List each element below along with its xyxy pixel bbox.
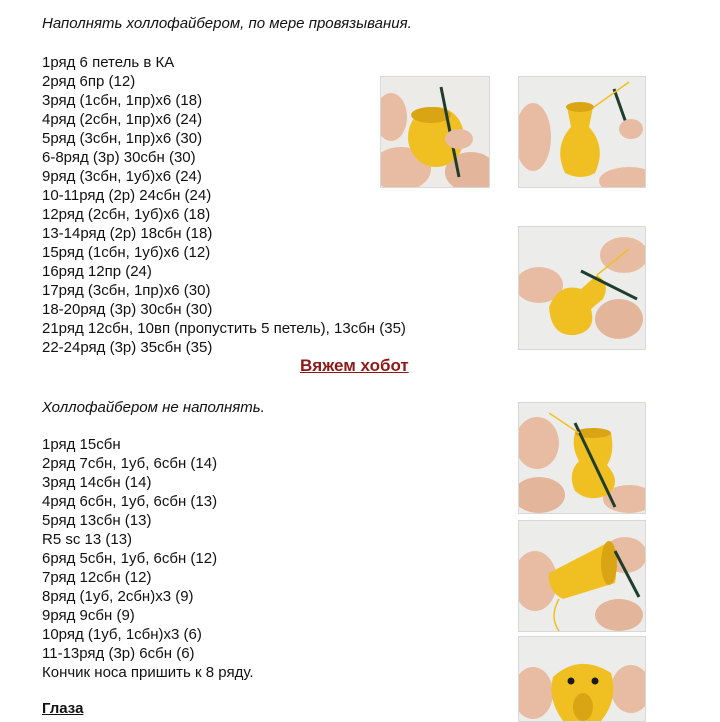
trunk-row: 9ряд 9сбн (9) <box>42 607 135 624</box>
trunk-row: 3ряд 14сбн (14) <box>42 474 152 491</box>
body-row: 6-8ряд (3р) 30сбн (30) <box>42 149 196 166</box>
body-row: 21ряд 12сбн, 10вп (пропустить 5 петель), 13сбн (35) <box>42 320 406 337</box>
photo-step-6-art <box>519 637 645 721</box>
body-row: 5ряд (3сбн, 1пр)х6 (30) <box>42 130 203 147</box>
trunk-row: 7ряд 12сбн (12) <box>42 569 152 586</box>
trunk-heading: Вяжем хобот <box>300 356 409 375</box>
trunk-row: 2ряд 7сбн, 1уб, 6сбн (14) <box>42 455 218 472</box>
body-row: 12ряд (2сбн, 1уб)х6 (18) <box>42 206 211 223</box>
photo-step-4-art <box>519 403 645 513</box>
trunk-row: 6ряд 5сбн, 1уб, 6сбн (12) <box>42 550 218 567</box>
body-row: 18-20ряд (3р) 30сбн (30) <box>42 301 213 318</box>
trunk-rows-list <box>42 435 254 682</box>
body-row: 10-11ряд (2р) 24сбн (24) <box>42 187 212 204</box>
trunk-row: 8ряд (1уб, 2сбн)х3 (9) <box>42 588 194 605</box>
photo-step-1-art <box>381 77 489 187</box>
photo-step-6 <box>518 636 646 722</box>
photo-step-1 <box>380 76 490 188</box>
trunk-row: 1ряд 15сбн <box>42 436 121 453</box>
body-row: 2ряд 6пр (12) <box>42 73 136 90</box>
photo-step-5 <box>518 520 646 632</box>
body-row: 17ряд (3сбн, 1пр)х6 (30) <box>42 282 211 299</box>
body-row: 1ряд 6 петель в КА <box>42 54 175 71</box>
photo-step-3 <box>518 226 646 350</box>
trunk-row: R5 sc 13 (13) <box>42 531 133 548</box>
body-row: 15ряд (1сбн, 1уб)х6 (12) <box>42 244 211 261</box>
photo-step-2-art <box>519 77 645 187</box>
trunk-note: Холлофайбером не наполнять. <box>42 399 265 416</box>
eyes-heading: Глаза <box>42 700 84 717</box>
intro-note: Наполнять холлофайбером, по мере провязывания. <box>42 15 412 32</box>
body-row: 9ряд (3сбн, 1уб)х6 (24) <box>42 168 202 185</box>
body-row: 16ряд 12пр (24) <box>42 263 152 280</box>
photo-step-4 <box>518 402 646 514</box>
body-row: 22-24ряд (3р) 35сбн (35) <box>42 339 213 356</box>
photo-step-2 <box>518 76 646 188</box>
body-row: 13-14ряд (2р) 18сбн (18) <box>42 225 213 242</box>
trunk-row: 4ряд 6сбн, 1уб, 6сбн (13) <box>42 493 218 510</box>
trunk-row: 11-13ряд (3р) 6сбн (6) <box>42 645 195 662</box>
trunk-note-sew: Кончик носа пришить к 8 ряду. <box>42 664 254 681</box>
body-row: 4ряд (2сбн, 1пр)х6 (24) <box>42 111 203 128</box>
body-rows-list <box>42 53 406 357</box>
trunk-row: 5ряд 13сбн (13) <box>42 512 152 529</box>
photo-step-5-art <box>519 521 645 631</box>
body-row: 3ряд (1сбн, 1пр)х6 (18) <box>42 92 203 109</box>
photo-step-3-art <box>519 227 645 349</box>
trunk-row: 10ряд (1уб, 1сбн)х3 (6) <box>42 626 202 643</box>
